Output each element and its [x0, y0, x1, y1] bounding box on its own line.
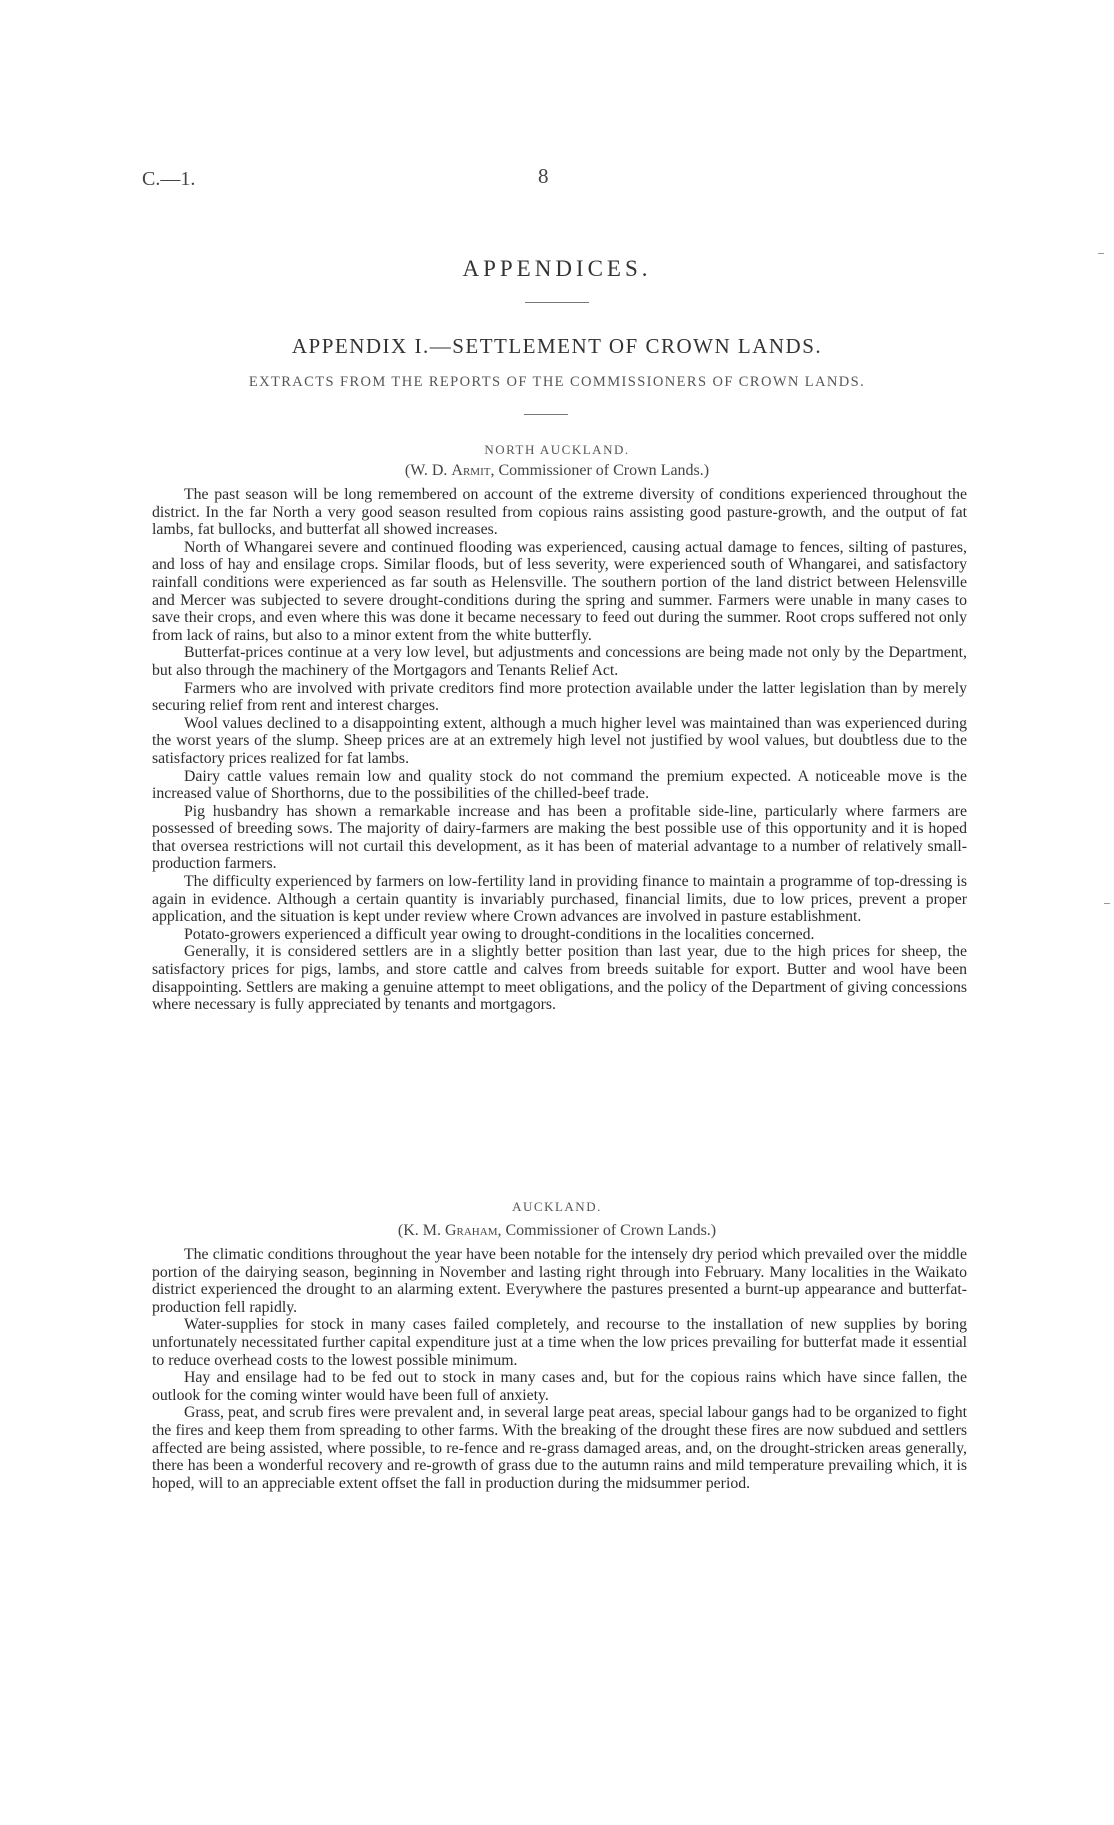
margin-mark [1098, 253, 1104, 254]
paragraph: Farmers who are involved with private creditors find more protection available under the latter legislation than by merely securing relief from rent and interest charges. [152, 679, 967, 715]
margin-mark [1104, 903, 1110, 904]
commissioner-line-auckland: (K. M. Graham, Commissioner of Crown Lands.) [397, 1222, 717, 1239]
commissioner-name: Armit [451, 462, 491, 479]
paragraph: Pig husbandry has shown a remarkable increase and has been a profitable side-line, particularly where farmers are possessed of breeding sows. The majority of dairy-farmers are making the best possible use of this opportunity and it is hoped that oversea restrictions will not curtail this development, as it has been of material advantage to a number of relatively small-production farmers. [152, 802, 967, 873]
section-heading-auckland: AUCKLAND. [512, 1199, 602, 1214]
paragraph: Grass, peat, and scrub fires were prevalent and, in several large peat areas, special labour gangs had to be organized to fight the fires and keep them from spreading to other farms. With the breaking of the drought these fires are now subdued and settlers affected are being assisted, where possible, to re-fence and re-grass damaged areas, and, on the drought-stricken areas generally, there has been a wonderful recovery and re-growth of grass due to the autumn rains and mild temperature prevailing which, it is hoped, will to an appreciable extent offset the fall in production during the midsummer period. [152, 1404, 967, 1492]
paragraph: Butterfat-prices continue at a very low level, but adjustments and concessions are being made not only by the Department, but also through the machinery of the Mortgagors and Tenants Relief Act. [152, 644, 967, 679]
paragraph: Hay and ensilage had to be fed out to stock in many cases and, but for the copious rains which have since fallen, the outlook for the coming winter would have been full of anxiety. [152, 1369, 967, 1404]
north-auckland-body [152, 486, 967, 1014]
paragraph: Dairy cattle values remain low and quality stock do not command the premium expected. A noticeable move is the increased value of Shorthorns, due to the possibilities of the chilled-beef trade. [152, 767, 967, 803]
appendix-title: APPENDIX I.—SETTLEMENT OF CROWN LANDS. [291, 334, 823, 358]
paragraph: Wool values declined to a disappointing extent, although a much higher level was maintained than was experienced during the worst years of the slump. Sheep prices are at an extremely high level not justified by wool values, but doubtless due to the satisfactory prices realized for fat lambs. [152, 714, 967, 767]
appendices-title: APPENDICES. [462, 256, 652, 281]
divider [524, 414, 568, 415]
paragraph: The past season will be long remembered on account of the extreme diversity of conditions experienced throughout the district. In the far North a very good season resulted from copious rains assisting good pasture-growth, and the output of fat lambs, fat bullocks, and butterfat all showed increases. [152, 486, 967, 539]
paragraph: Water-supplies for stock in many cases failed completely, and recourse to the installation of new supplies by boring unfortunately necessitated further capital expenditure just at a time when the low prices prevailing for butterfat made it essential to reduce overhead costs to the lowest possible minimum. [152, 1316, 967, 1369]
paragraph: North of Whangarei severe and continued flooding was experienced, causing actual damage to fences, silting of pastures, and loss of hay and ensilage crops. Similar floods, but of less severity, were experienced south of Whangarei, and satisfactory rainfall conditions were experienced as far south as Helensville. The southern portion of the land district between Helensville and Mercer was subjected to severe drought-conditions during the spring and summer. Farmers were unable in many cases to save their crops, and even where this was done it became necessary to feed out during the summer. Root crops suffered not only from lack of rains, but also to a minor extent from the white butterfly. [152, 538, 967, 644]
commissioner-line-north-auckland: (W. D. Armit, Commissioner of Crown Lands.) [404, 462, 710, 479]
document-reference: C.—1. [142, 168, 196, 190]
page-number: 8 [538, 164, 549, 188]
page-header [0, 164, 1114, 198]
paragraph: Potato-growers experienced a difficult year owing to drought-conditions in the localities concerned. [184, 925, 815, 943]
divider [525, 302, 589, 303]
paragraph: The difficulty experienced by farmers on low-fertility land in providing finance to maintain a programme of top-dressing is again in evidence. Although a certain quantity is invariably purchased, financial limits, due to low prices, prevent a proper application, and the situation is kept under review where Crown advances are involved in pasture establishment. [152, 873, 967, 926]
paragraph: Generally, it is considered settlers are in a slightly better position than last year, due to the high prices for sheep, the satisfactory prices for pigs, lambs, and store cattle and calves from breeds suitable for export. Butter and wool have been disappointing. Settlers are making a genuine attempt to meet obligations, and the policy of the Department of giving concessions where necessary is fully appreciated by tenants and mortgagors. [152, 943, 967, 1014]
auckland-body [152, 1246, 967, 1492]
paragraph: The climatic conditions throughout the year have been notable for the intensely dry period which prevailed over the middle portion of the dairying season, beginning in November and lasting right through into February. Many localities in the Waikato district experienced the drought to an alarming extent. Everywhere the pastures presented a burnt-up appearance and butterfat-production fell rapidly. [152, 1246, 967, 1316]
extracts-subtitle: EXTRACTS FROM THE REPORTS OF THE COMMISSIONERS OF CROWN LANDS. [248, 374, 866, 390]
commissioner-name: Graham [444, 1222, 498, 1239]
section-heading-north-auckland: NORTH AUCKLAND. [484, 442, 630, 457]
